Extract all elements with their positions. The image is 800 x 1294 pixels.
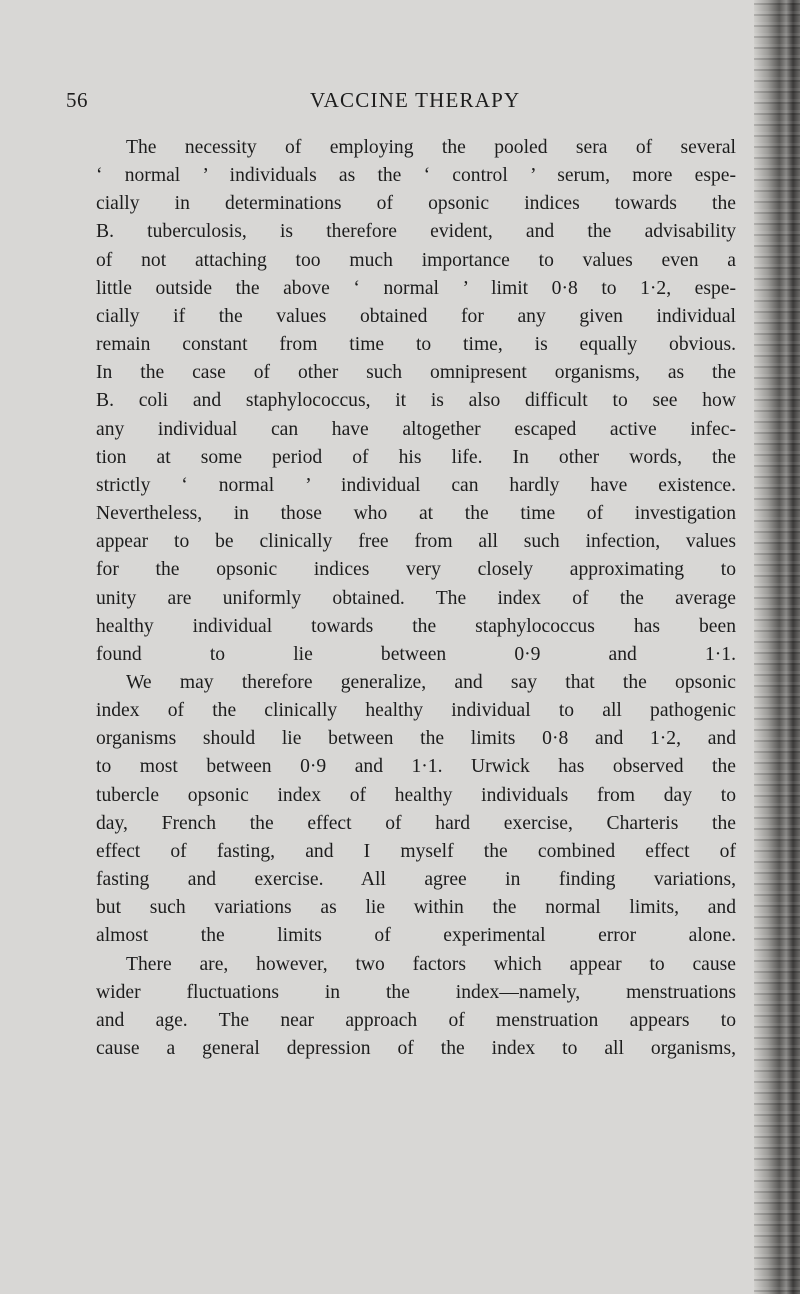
page-number: 56 [66,88,88,112]
running-title: VACCINE THERAPY [310,88,521,112]
text-line: to most between 0·9 and 1·1. Urwick has observed the [96,756,736,778]
text-line: We may therefore generalize, and say that the opsonic [126,671,736,693]
text-line: and age. The near approach of menstruation appears to [96,1009,736,1031]
book-edge [754,0,800,1294]
paragraph-1 [96,134,736,669]
text-line: appear to be clinically free from all such infection, values [96,531,736,553]
body-text [96,134,736,1063]
text-line: strictly ‘ normal ’ individual can hardly have existence. [96,474,736,496]
text-line: day, French the effect of hard exercise, Charteris the [96,812,736,834]
text-line: In the case of other such omnipresent organisms, as the [96,362,736,384]
text-line: little outside the above ‘ normal ’ limit 0·8 to 1·2, espe- [96,277,736,299]
paragraph-3 [96,951,736,1064]
text-line: for the opsonic indices very closely approximating to [96,559,736,581]
text-line: organisms should lie between the limits 0·8 and 1·2, and [96,728,736,750]
text-line: but such variations as lie within the normal limits, and [96,897,736,919]
text-line: Nevertheless, in those who at the time of investigation [96,503,736,525]
text-line: cially if the values obtained for any given individual [96,305,736,327]
text-line: tion at some period of his life. In other words, the [96,446,736,468]
text-line: index of the clinically healthy individual to all pathogenic [96,700,736,722]
text-line: B. tuberculosis, is therefore evident, and the advisability [96,221,736,243]
text-line: found to lie between 0·9 and 1·1. [96,643,736,665]
text-line: fasting and exercise. All agree in finding variations, [96,869,736,891]
text-line: effect of fasting, and I myself the combined effect of [96,840,736,862]
text-line: cially in determinations of opsonic indices towards the [96,193,736,215]
text-line: There are, however, two factors which appear to cause [126,953,736,975]
page-header [66,88,746,118]
text-line: wider fluctuations in the index—namely, menstruations [96,981,736,1003]
text-line: remain constant from time to time, is equally obvious. [96,334,736,356]
text-line: The necessity of employing the pooled sera of several [126,137,736,158]
text-line: almost the limits of experimental error alone. [96,925,736,947]
text-line: ‘ normal ’ individuals as the ‘ control ’ serum, more espe- [96,165,736,187]
text-line: cause a general depression of the index to all organisms, [96,1038,736,1059]
text-line: B. coli and staphylococcus, it is also difficult to see how [96,390,736,412]
text-line: tubercle opsonic index of healthy individuals from day to [96,784,736,806]
paragraph-2 [96,669,736,951]
text-line: of not attaching too much importance to values even a [96,249,736,271]
text-line: any individual can have altogether escaped active infec- [96,418,736,440]
text-line: healthy individual towards the staphylococcus has been [96,615,736,637]
text-line: unity are uniformly obtained. The index of the average [96,587,736,609]
